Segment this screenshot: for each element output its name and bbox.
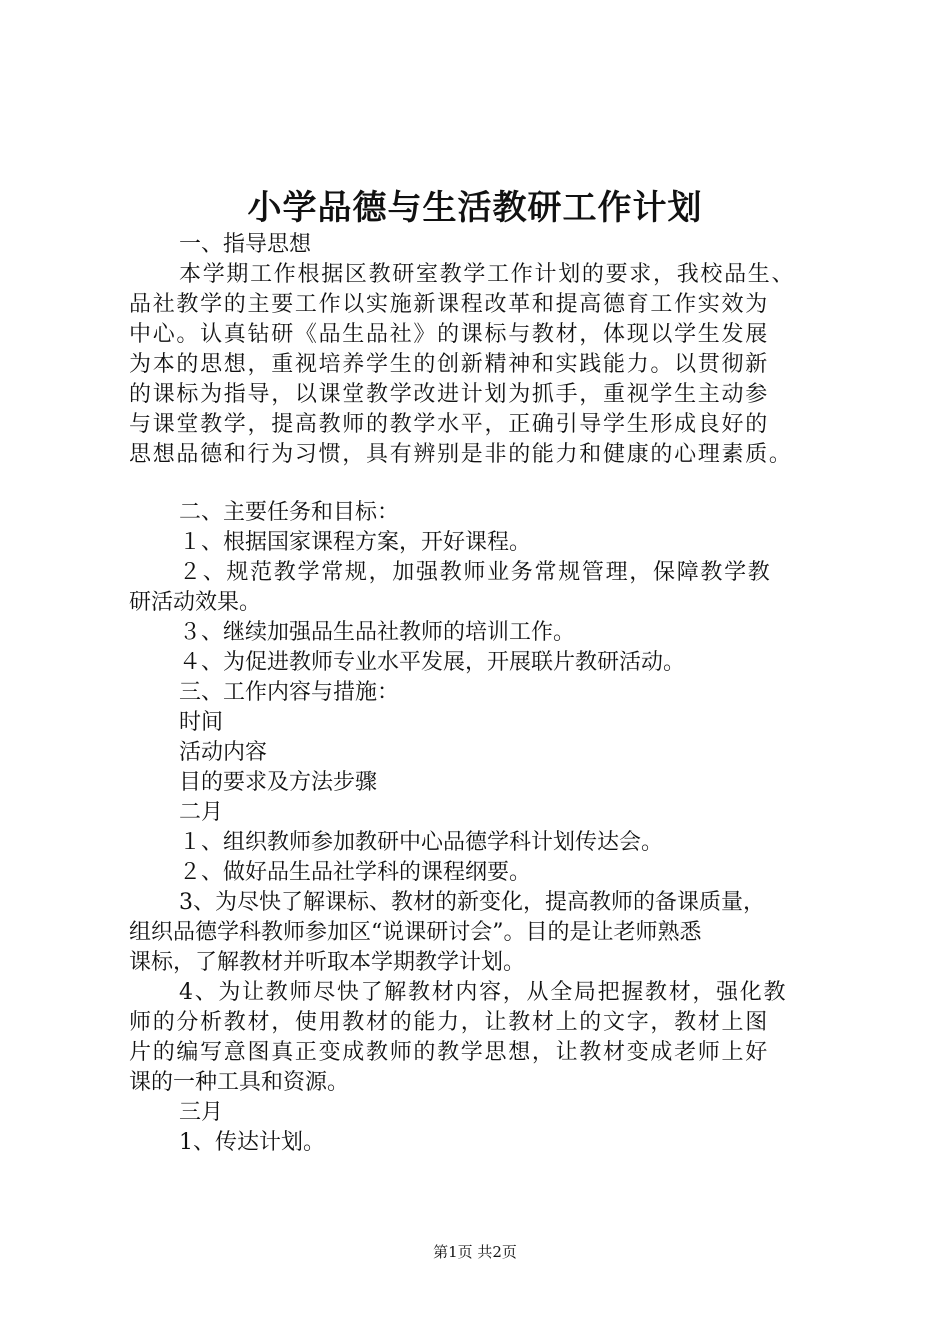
list-item: 4、为让教师尽快了解教材内容，从全局把握教材，强化教 xyxy=(179,980,788,1005)
list-item-continuation: 研活动效果。 xyxy=(129,590,262,615)
month-label-march: 三月 xyxy=(179,1100,224,1125)
list-item: １、组织教师参加教研中心品德学科计划传达会。 xyxy=(179,830,664,855)
list-item: ２、规范教学常规，加强教师业务常规管理，保障教学教 xyxy=(179,560,772,585)
paragraph-gap xyxy=(129,470,849,498)
list-item: ２、做好品生品社学科的课程纲要。 xyxy=(179,860,532,885)
section-heading-guiding-thought: 一、指导思想 xyxy=(179,232,312,257)
list-item-continuation: 组织品德学科教师参加区“说课研讨会”。目的是让老师熟悉 xyxy=(129,920,702,945)
section-heading-work-content: 三、工作内容与措施： xyxy=(179,680,400,705)
page-footer: 第1页 共2页 xyxy=(433,1243,517,1261)
paragraph-line: 的课标为指导，以课堂教学改进计划为抓手，重视学生主动参 xyxy=(129,382,769,407)
paragraph-line: 思想品德和行为习惯，具有辨别是非的能力和健康的心理素质。 xyxy=(129,442,793,467)
list-item-continuation: 片的编写意图真正变成教师的教学思想，让教材变成老师上好 xyxy=(129,1040,769,1065)
paragraph-line: 中心。认真钻研《品生品社》的课标与教材，体现以学生发展 xyxy=(129,322,769,347)
list-item-continuation: 课标，了解教材并听取本学期教学计划。 xyxy=(129,950,526,975)
paragraph-line: 与课堂教学，提高教师的教学水平，正确引导学生形成良好的 xyxy=(129,412,769,437)
list-item: １、根据国家课程方案，开好课程。 xyxy=(179,530,532,555)
section-heading-main-tasks: 二、主要任务和目标： xyxy=(179,500,400,525)
table-cell-purpose: 目的要求及方法步骤 xyxy=(179,770,378,795)
paragraph-line: 本学期工作根据区教研室教学工作计划的要求，我校品生、 xyxy=(179,262,796,287)
paragraph-line: 为本的思想，重视培养学生的创新精神和实践能力。以贯彻新 xyxy=(129,352,769,377)
table-cell-activity: 活动内容 xyxy=(179,740,268,765)
document-title: 小学品德与生活教研工作计划 xyxy=(247,188,703,228)
month-label-february: 二月 xyxy=(179,800,224,825)
list-item-continuation: 师的分析教材，使用教材的能力，让教材上的文字，教材上图 xyxy=(129,1010,769,1035)
table-cell-time: 时间 xyxy=(179,710,224,735)
paragraph-line: 品社教学的主要工作以实施新课程改革和提高德育工作实效为 xyxy=(129,292,769,317)
document-body xyxy=(129,230,849,1158)
list-item: ３、继续加强品生品社教师的培训工作。 xyxy=(179,620,576,645)
list-item-continuation: 课的一种工具和资源。 xyxy=(129,1070,350,1095)
list-item: ４、为促进教师专业水平发展，开展联片教研活动。 xyxy=(179,650,686,675)
list-item: 1、传达计划。 xyxy=(179,1130,325,1155)
list-item: 3、为尽快了解课标、教材的新变化，提高教师的备课质量， xyxy=(179,890,765,915)
